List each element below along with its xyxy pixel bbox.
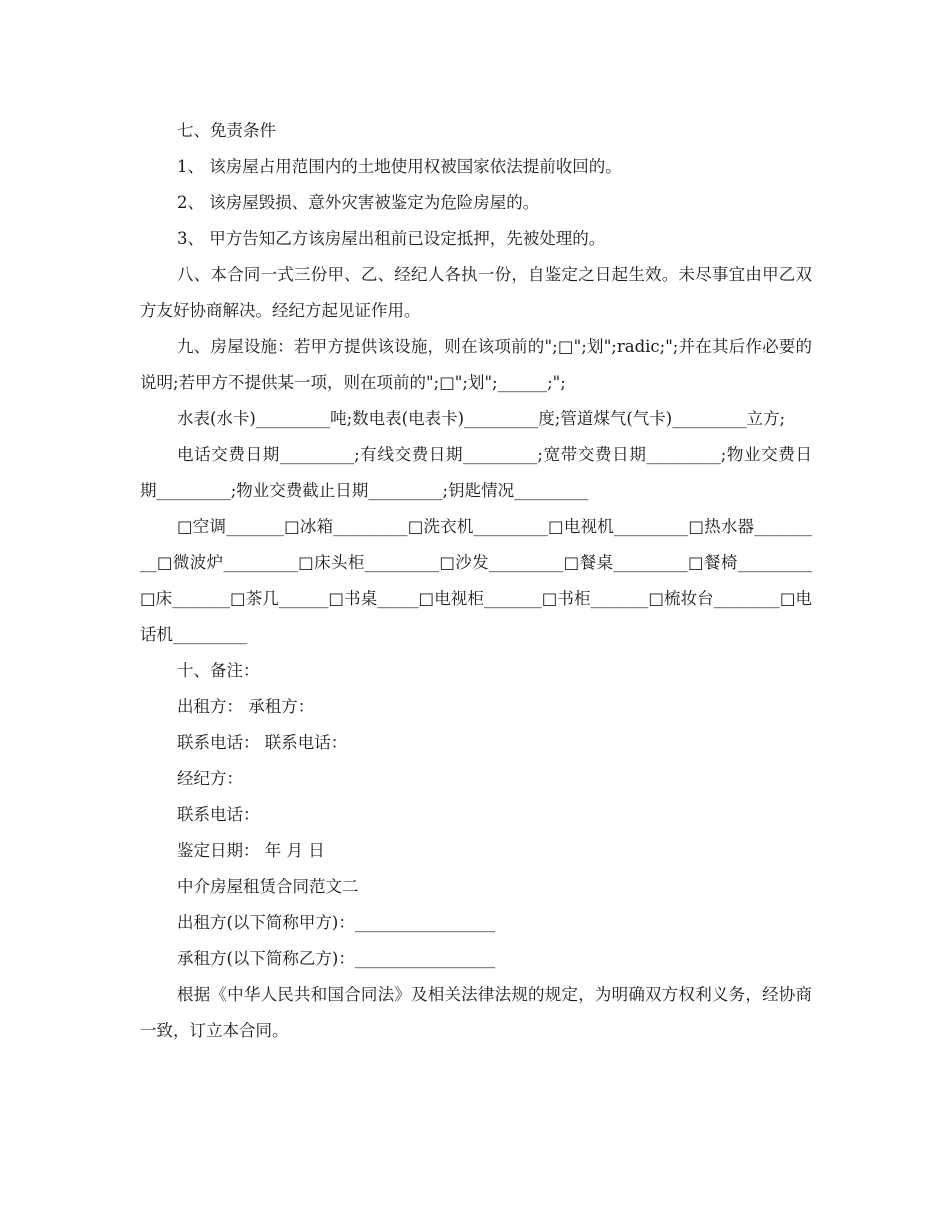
sample-two-title: 中介房屋租赁合同范文二 — [177, 877, 359, 896]
section-heading-remarks: 十、备注： — [177, 661, 260, 680]
payment-dates: 电话交费日期_________;有线交费日期_________;宽带交费日期_________;物业交费日期_________;物业交费截止日期_________;钥匙情况_________ — [140, 445, 812, 500]
section-heading-exemption: 七、免责条件 — [177, 121, 276, 140]
contact-phone-broker: 联系电话： — [177, 805, 260, 824]
document-body — [140, 113, 812, 1049]
meter-readings: 水表(水卡)_________吨;数电表(电表卡)_________度;管道煤气(气卡)_________立方; — [177, 409, 786, 428]
appraisal-date: 鉴定日期： 年 月 日 — [177, 841, 325, 860]
signature-broker: 经纪方： — [177, 769, 243, 788]
party-a-line: 出租方(以下简称甲方)：_________________ — [177, 913, 496, 932]
clause-9-facilities: 九、房屋设施：若甲方提供该设施，则在该项前的";□";划";radic;";并在其后作必要的说明;若甲方不提供某一项，则在项前的";□";划";______;"; — [140, 337, 812, 392]
exemption-item-2: 2、 该房屋毁损、意外灾害被鉴定为危险房屋的。 — [177, 193, 540, 212]
clause-8-copies: 八、本合同一式三份甲、乙、经纪人各执一份，自鉴定之日起生效。未尽事宜由甲乙双方友好协商解决。经纪方起见证作用。 — [140, 265, 812, 320]
exemption-item-1: 1、 该房屋占用范围内的土地使用权被国家依法提前收回的。 — [177, 157, 622, 176]
contact-phone-both: 联系电话： 联系电话： — [177, 733, 348, 752]
appliance-checklist: □空调_______□冰箱_________□洗衣机_________□电视机_________□热水器_________□微波炉_________□床头柜_________□沙发_________□餐桌_________□餐椅_________□床_______□茶几______□书桌_____□电视柜_______□书柜_______□梳妆台________□电话机_________ — [140, 517, 812, 644]
preamble-paragraph: 根据《中华人民共和国合同法》及相关法律法规的规定，为明确双方权利义务，经协商一致，订立本合同。 — [140, 985, 812, 1040]
party-b-line: 承租方(以下简称乙方)：_________________ — [177, 949, 496, 968]
exemption-item-3: 3、 甲方告知乙方该房屋出租前已设定抵押，先被处理的。 — [177, 229, 606, 248]
signature-lessor-lessee: 出租方： 承租方： — [177, 697, 315, 716]
